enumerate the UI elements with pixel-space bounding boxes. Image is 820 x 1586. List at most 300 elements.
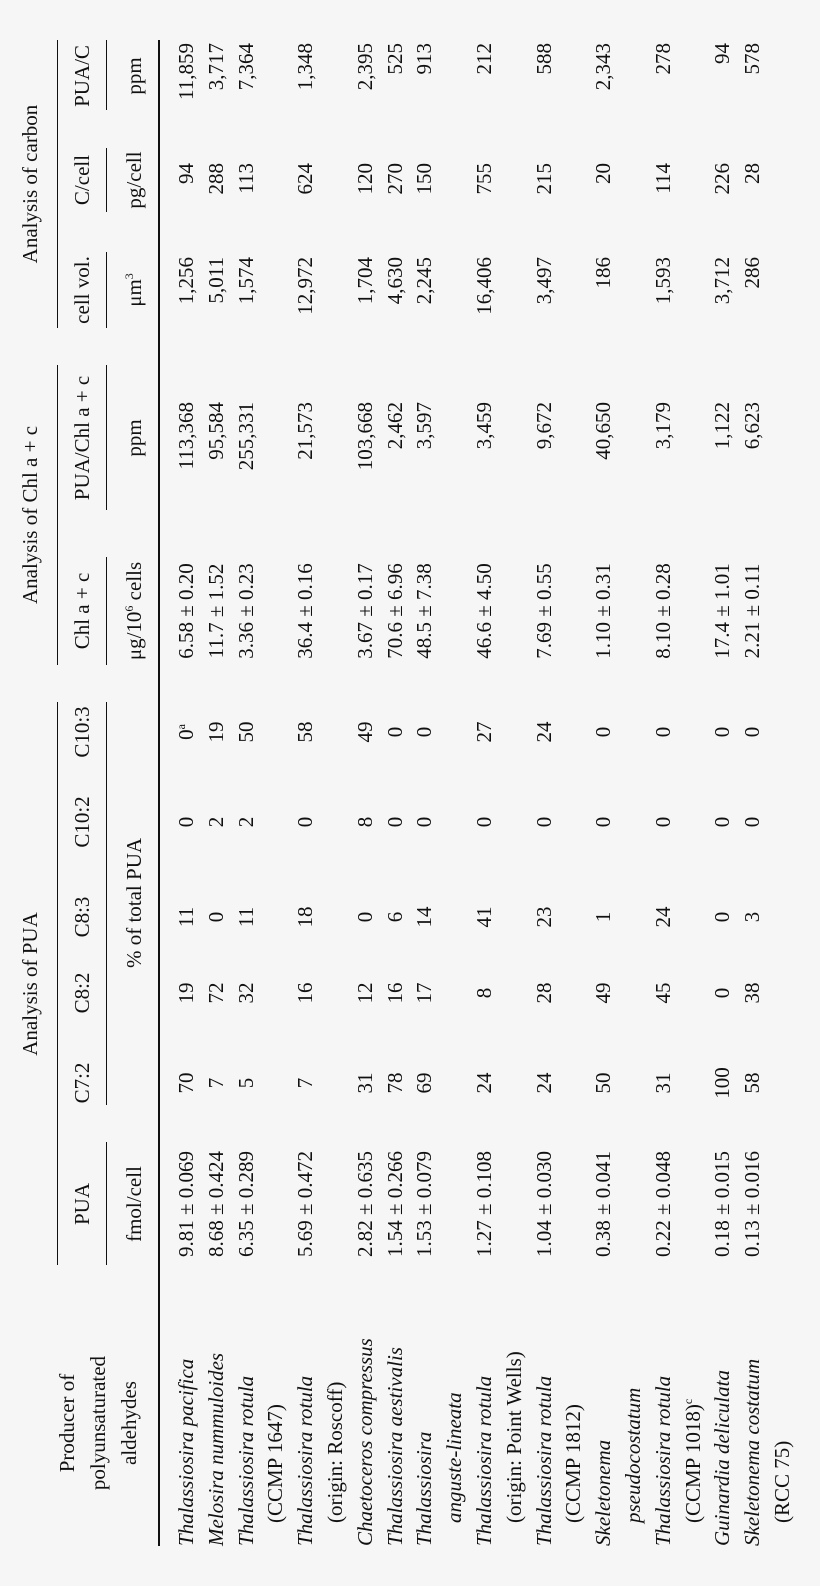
cell-cellvol bbox=[201, 257, 231, 303]
cell-value: 0 bbox=[382, 816, 407, 828]
cell-pua_chl bbox=[171, 402, 201, 469]
producer-header-line1: Producer of bbox=[55, 1373, 79, 1473]
cell-cellvol bbox=[737, 257, 767, 289]
cell-c82 bbox=[409, 983, 439, 1004]
cell-ccell bbox=[737, 163, 767, 184]
cell-value: 11.7 ± 1.52 bbox=[203, 563, 228, 659]
species-name-continuation bbox=[439, 1392, 469, 1523]
cell-value: 14 bbox=[412, 906, 437, 928]
cell-chl bbox=[201, 564, 231, 659]
cell-value: 69 bbox=[412, 1072, 437, 1094]
cell-cellvol bbox=[648, 257, 678, 304]
cell-pua_c bbox=[469, 43, 499, 75]
cell-c72 bbox=[588, 1073, 618, 1094]
cell-value: 2,245 bbox=[412, 257, 437, 305]
cell-pua_chl bbox=[409, 402, 439, 449]
cell-value: 50 bbox=[233, 721, 258, 743]
cell-value: 2.21 ± 0.11 bbox=[740, 563, 765, 659]
species-name-continuation bbox=[499, 1351, 529, 1523]
species-text: anguste-lineata bbox=[442, 1392, 467, 1523]
cell-value: 0 bbox=[352, 911, 377, 923]
subrule-chl bbox=[106, 557, 107, 665]
column-unit-pua_c bbox=[119, 57, 149, 94]
cell-pua bbox=[707, 1151, 737, 1257]
cell-chl bbox=[588, 563, 618, 659]
species-name-continuation bbox=[260, 1404, 290, 1523]
cell-value: 49 bbox=[591, 982, 616, 1004]
cell-value: 0 bbox=[591, 816, 616, 828]
producer-header-line2: polyunsaturated bbox=[86, 1355, 110, 1491]
unit-text: ppm bbox=[122, 57, 146, 95]
column-header-ccell: C/cell bbox=[70, 154, 94, 206]
cell-value: 3,717 bbox=[203, 43, 228, 91]
cell-value: 19 bbox=[174, 982, 198, 1004]
cell-c103 bbox=[648, 727, 678, 738]
cell-value: 31 bbox=[352, 1072, 377, 1094]
cell-chl bbox=[290, 563, 320, 659]
cell-c103 bbox=[201, 722, 231, 743]
cell-c102 bbox=[707, 817, 737, 828]
cell-value: 3,597 bbox=[412, 402, 437, 450]
cell-value: 3.36 ± 0.23 bbox=[233, 563, 258, 659]
group-header-chl: Analysis of Chl a + c bbox=[18, 425, 42, 605]
cell-value: 2,395 bbox=[352, 43, 377, 91]
cell-value: 7.69 ± 0.55 bbox=[531, 563, 556, 659]
cell-value: 24 bbox=[531, 1072, 556, 1094]
cell-c102 bbox=[380, 817, 410, 828]
cell-value: 0 bbox=[293, 816, 318, 828]
cell-value: 270 bbox=[382, 163, 407, 195]
cell-value: 113,368 bbox=[174, 402, 198, 470]
cell-value: 2.82 ± 0.635 bbox=[352, 1150, 377, 1258]
cell-c72 bbox=[171, 1073, 201, 1094]
cell-value: 103,668 bbox=[352, 402, 377, 471]
cell-c102 bbox=[529, 817, 559, 828]
cell-pua bbox=[201, 1151, 231, 1257]
cell-value: 28 bbox=[740, 163, 765, 184]
cell-c102 bbox=[350, 817, 380, 828]
cell-value: 0 bbox=[650, 816, 675, 828]
cell-value: 0.18 ± 0.015 bbox=[710, 1150, 735, 1258]
cell-value: 113 bbox=[233, 163, 258, 194]
cell-ccell bbox=[409, 163, 439, 195]
unit-text: pg/cell bbox=[122, 151, 146, 209]
cell-value: 588 bbox=[531, 43, 556, 75]
footnote-marker: a bbox=[174, 724, 188, 730]
species-text: Thalassiosira rotula bbox=[293, 1375, 318, 1546]
cell-pua_c bbox=[409, 43, 439, 75]
column-header-c72: C7:2 bbox=[70, 1062, 94, 1104]
cell-c83 bbox=[409, 907, 439, 928]
cell-c83 bbox=[737, 912, 767, 923]
column-header-chl: Chl a + c bbox=[70, 572, 94, 650]
species-name bbox=[469, 1376, 499, 1546]
cell-c83 bbox=[201, 912, 231, 923]
cell-pua bbox=[469, 1151, 499, 1257]
cell-chl bbox=[171, 563, 201, 659]
cell-c83 bbox=[469, 907, 499, 928]
cell-value: 23 bbox=[531, 906, 556, 928]
species-name bbox=[231, 1376, 261, 1546]
cell-c82 bbox=[171, 983, 201, 1004]
cell-value: 0 bbox=[174, 816, 198, 828]
cell-c103 bbox=[469, 722, 499, 743]
species-text: Thalassiosira rotula bbox=[531, 1375, 556, 1546]
cell-value: 4,630 bbox=[382, 257, 407, 305]
cell-c83 bbox=[380, 912, 410, 923]
cell-c103 bbox=[409, 727, 439, 738]
cell-pua_c bbox=[707, 43, 737, 64]
cell-value: 72 bbox=[203, 982, 228, 1004]
cell-value: 6 bbox=[382, 911, 407, 923]
cell-value: 11,859 bbox=[174, 43, 198, 100]
cell-value: 3 bbox=[740, 911, 765, 923]
cell-pua_c bbox=[290, 43, 320, 90]
cell-value: 19 bbox=[203, 721, 228, 743]
cell-c72 bbox=[409, 1073, 439, 1094]
cell-c72 bbox=[469, 1073, 499, 1094]
species-text: (origin: Point Wells) bbox=[501, 1351, 526, 1523]
cell-value: 45 bbox=[650, 982, 675, 1004]
cell-value: 0.13 ± 0.016 bbox=[740, 1150, 765, 1258]
cell-pua_c bbox=[380, 43, 410, 75]
unit-text: fmol/cell bbox=[122, 1166, 146, 1242]
cell-ccell bbox=[707, 163, 737, 195]
cell-value: 525 bbox=[382, 43, 407, 75]
column-header-pua_chl: PUA/Chl a + c bbox=[70, 375, 94, 501]
cell-value: 6.35 ± 0.289 bbox=[233, 1150, 258, 1258]
cell-value: 0 bbox=[710, 816, 735, 828]
cell-value: 288 bbox=[203, 163, 228, 195]
cell-pua_chl bbox=[588, 402, 618, 460]
cell-value: 212 bbox=[472, 43, 496, 75]
column-header-c102: C10:2 bbox=[70, 796, 94, 848]
cell-value: 11 bbox=[233, 906, 258, 928]
cell-ccell bbox=[648, 163, 678, 194]
species-name-continuation bbox=[767, 1441, 797, 1523]
species-name bbox=[648, 1376, 678, 1546]
species-name-continuation bbox=[558, 1404, 588, 1523]
column-unit-chl bbox=[119, 562, 149, 660]
cell-c102 bbox=[201, 817, 231, 828]
cell-value: 9,672 bbox=[531, 402, 556, 450]
cell-value: 12,972 bbox=[293, 257, 318, 315]
cell-c102 bbox=[171, 817, 201, 828]
cell-pua_c bbox=[588, 43, 618, 90]
cell-value: 1,122 bbox=[710, 402, 735, 450]
cell-chl bbox=[707, 563, 737, 659]
cell-value: 12 bbox=[352, 982, 377, 1004]
cell-value: 49 bbox=[352, 721, 377, 743]
column-unit-ccell bbox=[119, 151, 149, 208]
column-unit-cellvol bbox=[119, 273, 149, 307]
cell-pua bbox=[648, 1151, 678, 1257]
species-text: Thalassiosira bbox=[412, 1431, 437, 1546]
cell-cellvol bbox=[529, 257, 559, 304]
unit-superscript: 3 bbox=[122, 273, 136, 280]
cell-value: 0 bbox=[710, 726, 735, 738]
column-header-pua_c: PUA/C bbox=[70, 45, 94, 107]
species-text: (RCC 75) bbox=[770, 1440, 794, 1523]
cell-pua_chl bbox=[350, 402, 380, 470]
cell-c82 bbox=[648, 983, 678, 1004]
cell-chl bbox=[529, 563, 559, 659]
cell-c72 bbox=[737, 1073, 767, 1094]
cell-pua bbox=[588, 1151, 618, 1257]
species-name bbox=[737, 1359, 767, 1546]
cell-c72 bbox=[350, 1073, 380, 1094]
cell-c103 bbox=[171, 724, 201, 740]
cell-c72 bbox=[290, 1078, 320, 1089]
cell-c72 bbox=[707, 1067, 737, 1099]
cell-value: 0.38 ± 0.041 bbox=[591, 1150, 616, 1258]
cell-value: 255,331 bbox=[233, 402, 258, 471]
cell-value: 24 bbox=[531, 721, 556, 743]
cell-c83 bbox=[648, 907, 678, 928]
cell-pua bbox=[737, 1151, 767, 1257]
cell-c103 bbox=[350, 722, 380, 743]
species-text: Chaetoceros compressus bbox=[352, 1338, 377, 1546]
cell-value: 94 bbox=[710, 43, 735, 64]
unit-superscript: 6 bbox=[122, 605, 136, 612]
cell-c83 bbox=[529, 907, 559, 928]
cell-c82 bbox=[290, 983, 320, 1004]
species-name bbox=[290, 1376, 320, 1546]
column-header-c83: C8:3 bbox=[70, 896, 94, 938]
cell-c82 bbox=[707, 988, 737, 999]
unit-percent-total-pua: % of total PUA bbox=[122, 837, 146, 969]
cell-value: 21,573 bbox=[293, 402, 318, 460]
cell-pua_chl bbox=[380, 402, 410, 449]
cell-pua_chl bbox=[469, 402, 499, 449]
cell-value: 0 bbox=[531, 816, 556, 828]
cell-cellvol bbox=[588, 257, 618, 289]
cell-pua_chl bbox=[231, 402, 261, 470]
cell-value: 7,364 bbox=[233, 43, 258, 91]
cell-c72 bbox=[231, 1078, 261, 1089]
column-header-c103: C10:3 bbox=[70, 706, 94, 758]
cell-value: 0 bbox=[472, 816, 496, 828]
species-text: (CCMP 1647) bbox=[263, 1404, 288, 1523]
cell-value: 150 bbox=[412, 163, 437, 195]
footnote-marker: c bbox=[680, 1398, 695, 1405]
cell-value: 27 bbox=[472, 721, 496, 743]
cell-c102 bbox=[231, 817, 261, 828]
cell-c102 bbox=[737, 817, 767, 828]
species-name bbox=[529, 1376, 559, 1546]
cell-value: 28 bbox=[531, 982, 556, 1004]
cell-value: 2 bbox=[233, 816, 258, 828]
cell-value: 58 bbox=[740, 1072, 765, 1094]
cell-chl bbox=[231, 563, 261, 659]
cell-value: 5.69 ± 0.472 bbox=[293, 1150, 318, 1258]
cell-c82 bbox=[529, 983, 559, 1004]
cell-value: 0 bbox=[203, 911, 228, 923]
cell-value: 0 bbox=[710, 987, 735, 999]
cell-ccell bbox=[171, 163, 201, 184]
species-name bbox=[350, 1338, 380, 1546]
cell-value: 1.54 ± 0.266 bbox=[382, 1150, 407, 1258]
cell-c103 bbox=[290, 722, 320, 743]
cell-value: 278 bbox=[650, 43, 675, 75]
cell-c102 bbox=[648, 817, 678, 828]
cell-pua bbox=[171, 1151, 201, 1257]
cell-value: 1,256 bbox=[174, 257, 198, 305]
cell-pua_chl bbox=[707, 402, 737, 449]
cell-value: 0 bbox=[740, 816, 765, 828]
cell-c82 bbox=[231, 983, 261, 1004]
species-text: Thalassiosira rotula bbox=[650, 1375, 675, 1546]
cell-c103 bbox=[380, 727, 410, 738]
cell-value: 3,497 bbox=[531, 257, 556, 305]
cell-value: 913 bbox=[412, 43, 437, 75]
group-rule-carbon bbox=[57, 40, 58, 328]
cell-pua_c bbox=[171, 43, 201, 100]
species-text: Thalassiosira rotula bbox=[233, 1375, 258, 1546]
group-rule-pua bbox=[57, 702, 58, 1265]
cell-pua_chl bbox=[737, 402, 767, 449]
subrule-pua-c bbox=[106, 40, 107, 110]
cell-value: 11 bbox=[174, 906, 198, 928]
cell-value: 1,348 bbox=[293, 43, 318, 91]
cell-pua_c bbox=[737, 43, 767, 75]
cell-c83 bbox=[707, 912, 737, 923]
cell-value: 226 bbox=[710, 163, 735, 195]
cell-value: 16,406 bbox=[472, 257, 496, 315]
cell-c102 bbox=[588, 817, 618, 828]
cell-c103 bbox=[231, 722, 261, 743]
cell-ccell bbox=[588, 163, 618, 184]
cell-value: 58 bbox=[293, 721, 318, 743]
cell-value: 46.6 ± 4.50 bbox=[472, 563, 496, 659]
cell-value: 3,712 bbox=[710, 257, 735, 305]
cell-pua_c bbox=[648, 43, 678, 75]
cell-c83 bbox=[290, 907, 320, 928]
cell-value: 95,584 bbox=[203, 402, 228, 460]
cell-value: 70 bbox=[174, 1072, 198, 1094]
unit-text: μm bbox=[122, 279, 146, 307]
subrule-composition bbox=[106, 702, 107, 1105]
cell-c83 bbox=[588, 912, 618, 923]
cell-ccell bbox=[231, 163, 261, 194]
cell-c83 bbox=[350, 912, 380, 923]
cell-value: 24 bbox=[472, 1072, 496, 1094]
cell-pua_chl bbox=[290, 402, 320, 460]
cell-value: 8 bbox=[352, 816, 377, 828]
group-header-carbon: Analysis of carbon bbox=[18, 104, 42, 264]
cell-cellvol bbox=[380, 257, 410, 304]
cell-value: 5 bbox=[233, 1077, 258, 1089]
cell-value: 16 bbox=[293, 982, 318, 1004]
cell-pua_chl bbox=[201, 402, 231, 460]
species-name bbox=[409, 1432, 439, 1546]
cell-pua_chl bbox=[529, 402, 559, 449]
species-text: Skeletonema bbox=[591, 1439, 616, 1546]
species-text: Melosira nummuloides bbox=[203, 1352, 228, 1546]
cell-c82 bbox=[350, 983, 380, 1004]
species-name bbox=[380, 1347, 410, 1546]
cell-ccell bbox=[290, 163, 320, 195]
cell-value: 50 bbox=[591, 1072, 616, 1094]
cell-value: 578 bbox=[740, 43, 765, 75]
cell-value: 16 bbox=[382, 982, 407, 1004]
cell-chl bbox=[648, 563, 678, 659]
cell-value: 0 bbox=[412, 726, 437, 738]
cell-value: 0 bbox=[650, 726, 675, 738]
cell-cellvol bbox=[469, 257, 499, 315]
cell-value: 1,593 bbox=[650, 257, 675, 305]
species-name-continuation bbox=[618, 1388, 648, 1523]
cell-c82 bbox=[737, 983, 767, 1004]
cell-value: 2,343 bbox=[591, 43, 616, 91]
cell-c82 bbox=[588, 983, 618, 1004]
subrule-pua bbox=[106, 1142, 107, 1265]
cell-pua bbox=[290, 1151, 320, 1257]
cell-value: 6,623 bbox=[740, 402, 765, 450]
species-name bbox=[588, 1440, 618, 1546]
cell-chl bbox=[469, 563, 499, 659]
species-name bbox=[171, 1359, 201, 1546]
cell-value: 755 bbox=[472, 163, 496, 195]
cell-ccell bbox=[380, 163, 410, 195]
cell-c82 bbox=[469, 988, 499, 999]
cell-value: 40,650 bbox=[591, 402, 616, 460]
cell-value: 24 bbox=[650, 906, 675, 928]
cell-value: 5,011 bbox=[203, 257, 228, 304]
cell-value: 17.4 ± 1.01 bbox=[710, 563, 735, 659]
cell-c103 bbox=[737, 727, 767, 738]
species-text: (CCMP 1018) bbox=[680, 1404, 705, 1523]
cell-pua_chl bbox=[648, 402, 678, 449]
cell-ccell bbox=[469, 163, 499, 195]
species-text: Thalassiosira pacifica bbox=[174, 1358, 198, 1546]
cell-cellvol bbox=[171, 257, 201, 304]
species-text: Skeletonema costatum bbox=[740, 1358, 765, 1546]
cell-c82 bbox=[201, 983, 231, 1004]
column-header-c82: C8:2 bbox=[70, 972, 94, 1014]
species-name bbox=[201, 1353, 231, 1546]
cell-value: 7 bbox=[293, 1077, 318, 1089]
cell-value: 41 bbox=[472, 906, 496, 928]
cell-c103 bbox=[529, 722, 559, 743]
cell-value: 1,704 bbox=[352, 257, 377, 305]
species-text: (CCMP 1812) bbox=[561, 1404, 586, 1523]
cell-cellvol bbox=[409, 257, 439, 304]
cell-value: 0.22 ± 0.048 bbox=[650, 1150, 675, 1258]
cell-value: 31 bbox=[650, 1072, 675, 1094]
unit-text: ppm bbox=[122, 419, 146, 457]
cell-value: 3,459 bbox=[472, 402, 496, 450]
cell-pua bbox=[231, 1151, 261, 1257]
cell-chl bbox=[409, 563, 439, 659]
column-header-cellvol: cell vol. bbox=[70, 256, 94, 324]
species-name-continuation bbox=[320, 1382, 350, 1523]
cell-c103 bbox=[588, 727, 618, 738]
cell-pua bbox=[350, 1151, 380, 1257]
cell-value: 6.58 ± 0.20 bbox=[174, 563, 198, 659]
header-bottom-rule bbox=[158, 40, 160, 1546]
cell-c83 bbox=[231, 907, 261, 927]
cell-cellvol bbox=[350, 257, 380, 304]
cell-pua bbox=[529, 1151, 559, 1257]
cell-value: 624 bbox=[293, 163, 318, 195]
cell-value: 8.10 ± 0.28 bbox=[650, 563, 675, 659]
cell-c102 bbox=[409, 817, 439, 828]
producer-header-line3: aldehydes bbox=[117, 1381, 141, 1465]
column-header-pua: PUA bbox=[70, 1182, 94, 1226]
cell-value: 186 bbox=[591, 257, 616, 289]
species-text: Guinardia deliculata bbox=[710, 1370, 735, 1546]
